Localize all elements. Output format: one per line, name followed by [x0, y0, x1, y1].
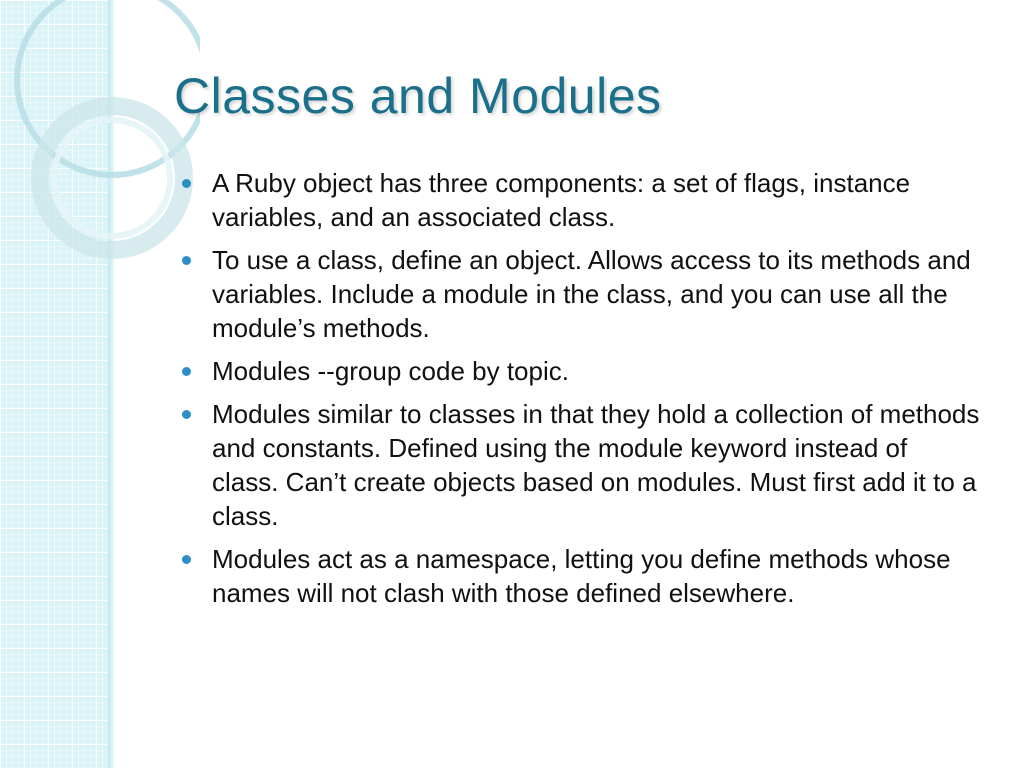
bullet-text: A Ruby object has three components: a set of flags, instance variables, and an associated class. — [212, 168, 911, 232]
bullet-item — [180, 354, 980, 388]
bullet-item — [180, 397, 980, 533]
bullet-item — [180, 243, 980, 345]
bullet-item — [180, 542, 980, 610]
decorative-rings — [0, 0, 200, 320]
bullet-text: Modules --group code by topic. — [212, 356, 569, 386]
bullet-list — [180, 166, 980, 619]
slide-title: Classes and Modules — [174, 68, 662, 124]
bullet-marker-icon — [182, 256, 191, 265]
bullet-marker-icon — [182, 367, 191, 376]
bullet-marker-icon — [182, 555, 191, 564]
bullet-marker-icon — [182, 410, 191, 419]
bullet-marker-icon — [182, 179, 191, 188]
bullet-text: To use a class, define an object. Allows access to its methods and variables. Include a module in the class, and you can use all the module’s methods. — [212, 245, 971, 343]
bullet-item — [180, 166, 980, 234]
bullet-text: Modules act as a namespace, letting you define methods whose names will not clash with those defined elsewhere. — [212, 544, 951, 608]
bullet-text: Modules similar to classes in that they hold a collection of methods and constants. Defined using the module keyword instead of class. Can’t create objects based on modules. Must first add it to a class. — [212, 399, 980, 531]
